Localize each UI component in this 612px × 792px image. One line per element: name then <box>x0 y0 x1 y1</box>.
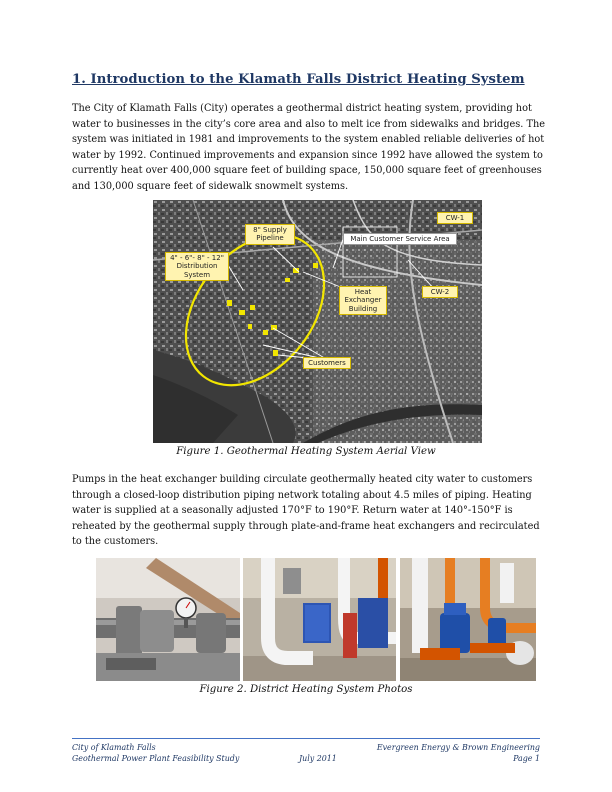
footer-page-number: Page 1 <box>513 754 540 763</box>
footer-date: July 2011 <box>299 754 337 763</box>
label-cw1: CW-1 <box>437 212 473 224</box>
intro-paragraph: The City of Klamath Falls (City) operates a geothermal district heating system, providing hot water to businesses in the city’s core area and also to melt ice from sidewalks and bridges. The system was initiated in 1981 and improvements to the system enabled reliable deliveries of hot water by 1992. Continued improvements and expansion since 1992 have allowed the system to currently heat over 400,000 square feet of building space, 150,000 square feet of greenhouses and 130,000 square feet of sidewalk snowmelt systems. <box>72 103 546 192</box>
footer-organization: City of Klamath Falls <box>72 743 156 752</box>
section-heading: 1. Introduction to the Klamath Falls District Heating System <box>72 72 525 87</box>
photo-heat-exchanger <box>243 558 396 681</box>
label-customers: Customers <box>303 357 351 369</box>
label-distribution-system: 4" - 6"- 8" - 12" Distribution System <box>165 252 229 281</box>
pumps-paragraph: Pumps in the heat exchanger building circulate geothermally heated city water to customers through a closed-loop distribution piping network totaling about 4.5 miles of piping. Heating water is supplied at a seasonally adjusted 170°F to 190°F. Return water at 140°-150°F is reheated by the geothermal supply through plate-and-frame heat exchangers and recirculated to the customers. <box>72 474 540 548</box>
figure2-caption: Figure 2. District Heating System Photos <box>199 684 413 695</box>
footer-study-title: Geothermal Power Plant Feasibility Study <box>72 754 240 763</box>
label-cw2: CW-2 <box>422 286 458 298</box>
figure1-caption: Figure 1. Geothermal Heating System Aerial View <box>176 446 436 457</box>
label-supply-pipeline: 8" Supply Pipeline <box>245 224 295 245</box>
label-service-area: Main Customer Service Area <box>343 233 457 245</box>
photo-valve-gauge <box>96 558 240 681</box>
photo-pumps <box>400 558 536 681</box>
aerial-view-image <box>153 200 482 443</box>
label-heat-exchanger: Heat Exchanger Building <box>339 286 387 315</box>
footer-rule <box>72 738 540 739</box>
footer-authors: Evergreen Energy & Brown Engineering <box>376 743 540 752</box>
